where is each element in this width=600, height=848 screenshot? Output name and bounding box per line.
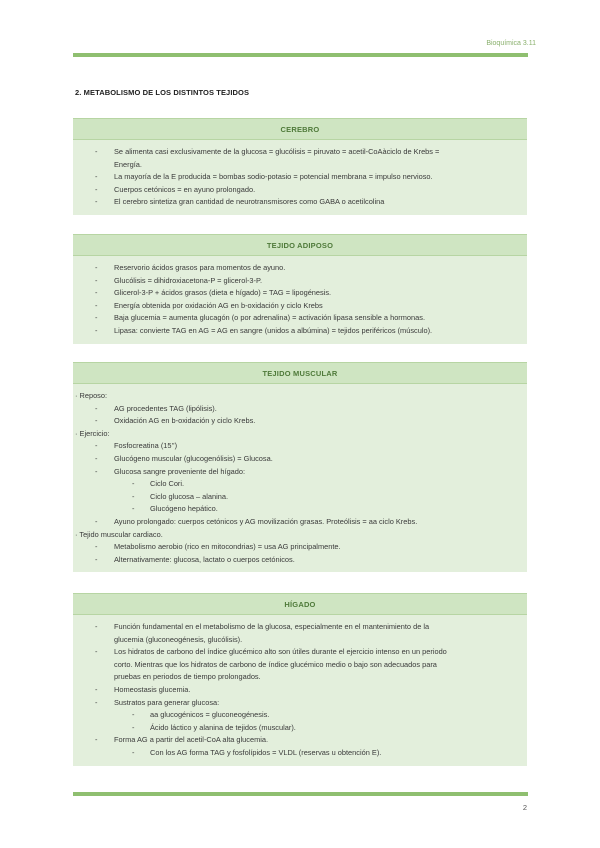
list-item-continuation: glucemia (gluconeogénesis, glucólisis). [114,634,243,644]
list-item-continuation: Energía. [114,159,142,169]
group-label-cardiaco: · Tejido muscular cardiaco. [75,529,163,539]
bullet-dash: - [95,275,98,285]
card-title: TEJIDO MUSCULAR [73,362,527,384]
sub-list-item: - Ciclo glucosa – alanina. [73,491,519,504]
bullet-dash: - [132,504,135,514]
bullet-dash: - [95,313,98,323]
bullet-dash: - [95,453,98,463]
list-item: - Oxidación AG en b-oxidación y ciclo Krebs. [73,415,519,428]
bullet-dash: - [95,554,98,564]
group-label-ejercicio: · Ejercicio: [75,428,110,438]
list-item: - Glucólisis = dihidroxiacetona-P = glicerol-3-P. [73,275,519,288]
bullet-dash: - [132,491,135,501]
list-item: - Energía obtenida por oxidación AG en b-oxidación y ciclo Krebs [73,300,519,313]
list-item: - Los hidratos de carbono del índice glucémico alto son útiles durante el ejercicio intenso en un periodo [73,646,519,659]
bullet-dash: - [132,710,135,720]
list-item: - Sustratos para generar glucosa: [73,697,519,710]
card-body [73,384,527,572]
header-label: Bioquímica 3.11 [486,40,536,47]
bullet-dash: - [95,684,98,694]
bullet-dash: - [95,403,98,413]
bullet-dash: - [95,300,98,310]
section-title: 2. METABOLISMO DE LOS DISTINTOS TEJIDOS [75,88,250,97]
card-tejido-muscular [73,362,527,572]
page-number: 2 [522,803,527,812]
bullet-dash: - [95,288,98,298]
card-title: TEJIDO ADIPOSO [73,234,527,256]
list-item: - Alternativamente: glucosa, lactato o cuerpos cetónicos. [73,554,519,567]
list-item: - Lipasa: convierte TAG en AG = AG en sangre (unidos a albúmina) = tejidos periféricos (músculo). [73,325,519,338]
bullet-dash: - [95,516,98,526]
list-item: - Reservorio ácidos grasos para momentos de ayuno. [73,262,519,275]
bullet-dash: - [95,325,98,335]
list-item: - Forma AG a partir del acetil-CoA alta glucemia. [73,734,519,747]
list-item: - Función fundamental en el metabolismo de la glucosa, especialmente en el mantenimiento de la [73,621,519,634]
sub-list-item: - Ciclo Cori. [73,478,519,491]
list-item: - AG procedentes TAG (lipólisis). [73,403,519,416]
bullet-dash: - [95,735,98,745]
list-item: - Fosfocreatina (15’’) [73,440,519,453]
list-item: - Ayuno prolongado: cuerpos cetónicos y AG movilización grasas. Proteólisis = aa ciclo Krebs. [73,516,519,529]
sub-list-item: - Con los AG forma TAG y fosfolípidos = VLDL (reservas u obtención E). [73,747,519,760]
bullet-dash: - [95,263,98,272]
bullet-dash: - [95,647,98,657]
header-rule [73,53,528,57]
card-higado [73,593,527,766]
card-body [73,256,527,344]
card-tejido-adiposo [73,234,527,344]
sub-list-item: - aa glucogénicos = gluconeogénesis. [73,709,519,722]
card-title: HÍGADO [73,593,527,615]
footer-rule [73,792,528,796]
bullet-dash: - [95,184,98,194]
list-item: - El cerebro sintetiza gran cantidad de neurotransmisores como GABA o acetilcolina [73,196,519,209]
card-body [73,140,527,215]
list-item: - Baja glucemia = aumenta glucagón (o por adrenalina) = activación lipasa sensible a hormonas. [73,312,519,325]
list-item: - Metabolismo aerobio (rico en mitocondrias) = usa AG principalmente. [73,541,519,554]
bullet-dash: - [95,466,98,476]
list-item: - La mayoría de la E producida = bombas sodio-potasio = potencial membrana = impulso nervioso. [73,171,519,184]
bullet-dash: - [95,622,98,631]
bullet-dash: - [95,197,98,207]
list-item: - Glicerol-3-P + ácidos grasos (dieta e hígado) = TAG = lipogénesis. [73,287,519,300]
sub-list-item: - Glucógeno hepático. [73,503,519,516]
list-item: - Cuerpos cetónicos = en ayuno prolongado. [73,184,519,197]
sub-list-item: - Ácido láctico y alanina de tejidos (muscular). [73,722,519,735]
group-label-reposo: · Reposo: [75,391,108,400]
list-item-continuation: pruebas en periodos de tiempo prolongados. [114,672,261,682]
list-item: - Glucógeno muscular (glucogenólisis) = Glucosa. [73,453,519,466]
list-item-continuation: corto. Mientras que los hidratos de carbono de índice glucémico medio o bajo son adecuados para [114,659,437,669]
card-title: CEREBRO [73,118,527,140]
bullet-dash: - [132,479,135,489]
card-cerebro [73,118,527,215]
bullet-dash: - [95,441,98,451]
bullet-dash: - [95,697,98,707]
list-item: - Se alimenta casi exclusivamente de la glucosa = glucólisis = piruvato = acetil-CoAàciclo de Krebs = [73,146,519,159]
bullet-dash: - [95,172,98,182]
bullet-dash: - [95,147,98,156]
list-item: - Glucosa sangre proveniente del hígado: [73,466,519,479]
bullet-dash: - [132,722,135,732]
bullet-dash: - [132,747,135,757]
bullet-dash: - [95,416,98,426]
list-item: - Homeostasis glucemia. [73,684,519,697]
bullet-dash: - [95,542,98,552]
card-body [73,615,527,766]
